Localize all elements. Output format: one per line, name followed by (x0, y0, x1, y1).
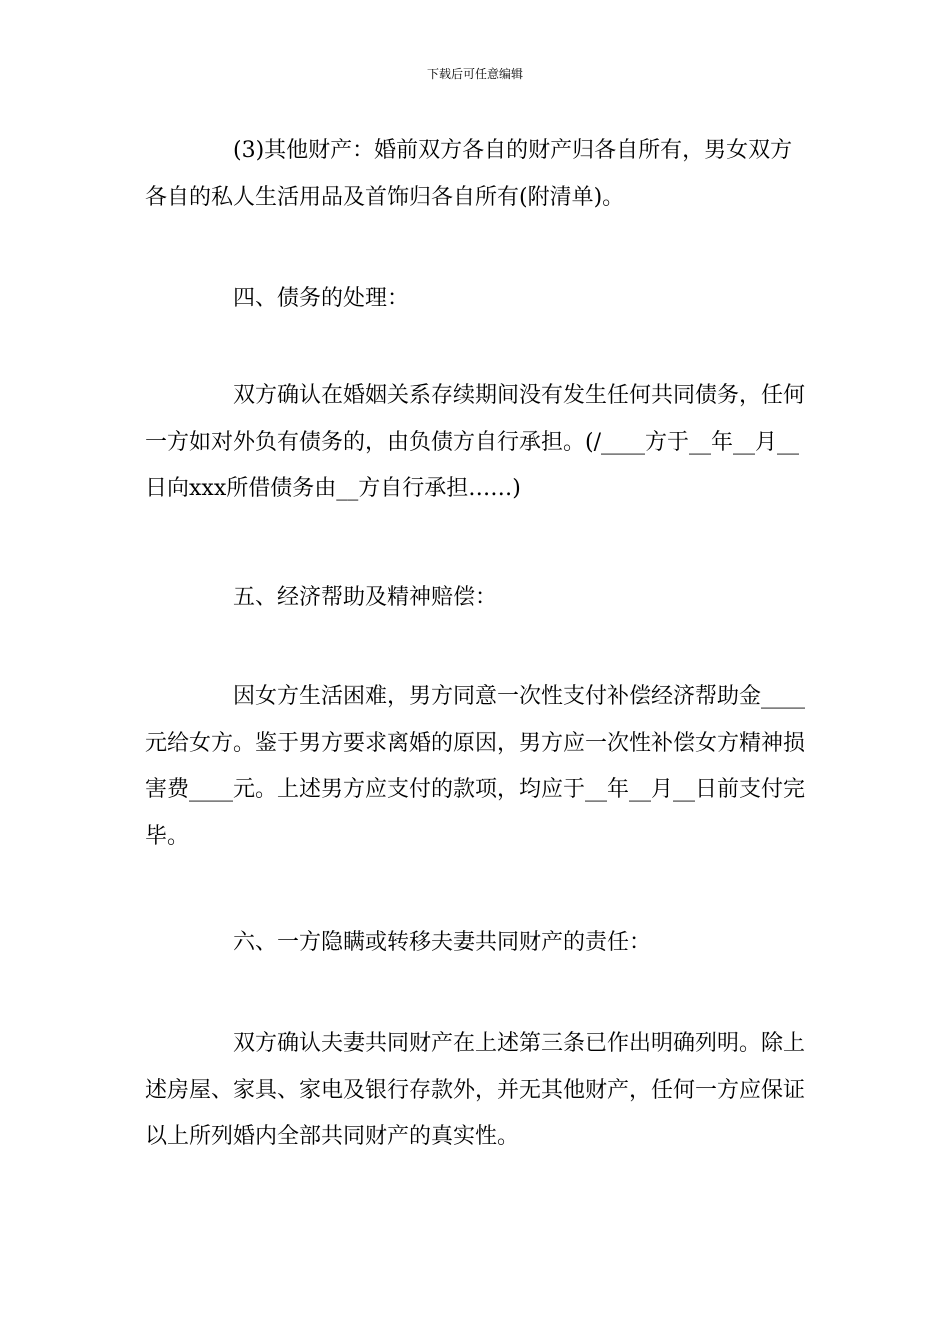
section-heading-concealment: 六、一方隐瞒或转移夫妻共同财产的责任： (233, 930, 652, 955)
paragraph-concealment: 双方确认夫妻共同财产在上述第三条已作出明确列明。除上述房屋、家具、家电及银行存款外，并无其他财产，任何一方应保证以上所列婚内全部共同财产的真实性。 (145, 1031, 806, 1149)
section-heading-compensation: 五、经济帮助及精神赔偿： (233, 585, 498, 610)
page-header: 下载后可任意编辑 (426, 67, 523, 81)
section-heading-debt: 四、债务的处理： (233, 286, 410, 311)
paragraph-other-property: (3)其他财产：婚前双方各自的财产归各自所有，男女双方各自的私人生活用品及首饰归各自所有(附清单)。 (145, 138, 793, 210)
paragraph-debt: 双方确认在婚姻关系存续期间没有发生任何共同债务，任何一方如对外负有债务的，由负债方自行承担。(/____方于__年__月__日向xxx所借债务由__方自行承担……) (145, 383, 806, 501)
paragraph-compensation: 因女方生活困难，男方同意一次性支付补偿经济帮助金____元给女方。鉴于男方要求离婚的原因，男方应一次性补偿女方精神损害费____元。上述男方应支付的款项，均应于__年__月__日前支付完毕。 (145, 684, 806, 849)
